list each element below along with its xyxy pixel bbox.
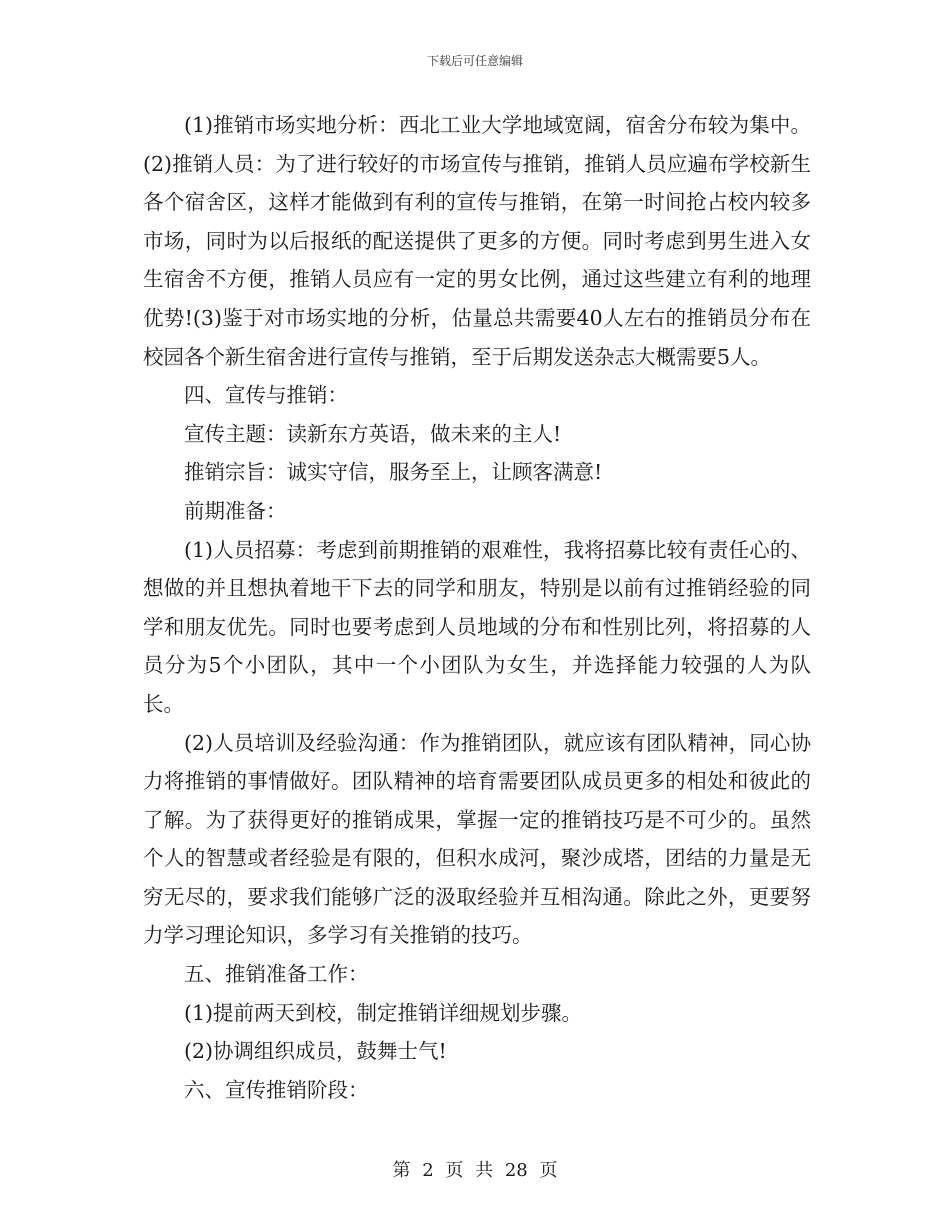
paragraph-promotion-theme: 宣传主题：读新东方英语，做未来的主人! — [184, 421, 562, 446]
section-heading-preparation-work: 五、推销准备工作： — [184, 962, 369, 987]
paragraph-sales-principle: 推销宗旨：诚实守信，服务至上，让顾客满意! — [184, 460, 603, 485]
page-header: 下载后可任意编辑 — [426, 54, 523, 68]
paragraph-arrive-early: (1)提前两天到校，制定推销详细规划步骤。 — [184, 1000, 583, 1025]
paragraph-coordinate-members: (2)协调组织成员，鼓舞士气! — [184, 1039, 447, 1064]
section-heading-promotion-stage: 六、宣传推销阶段： — [184, 1077, 369, 1102]
paragraph-preparation-heading: 前期准备： — [184, 498, 287, 523]
document-body — [143, 106, 811, 1109]
page-footer: 第 2 页 共 28 页 — [392, 1160, 558, 1181]
paragraph-training: (2)人员培训及经验沟通：作为推销团队，就应该有团队精神，同心协力将推销的事情做好。团队精神的培育需要团队成员更多的相处和彼此的了解。为了获得更好的推销成果，掌握一定的推销技巧是不可少的。虽然个人的智慧或者经验是有限的，但积水成河，聚沙成塔，团结的力量是无穷无尽的，要求我们能够广泛的汲取经验并互相沟通。除此之外，更要努力学习理论知识，多学习有关推销的技巧。 — [143, 730, 811, 948]
section-heading-promotion: 四、宣传与推销： — [184, 383, 348, 408]
paragraph-recruitment: (1)人员招募：考虑到前期推销的艰难性，我将招募比较有责任心的、想做的并且想执着地干下去的同学和朋友，特别是以前有过推销经验的同学和朋友优先。同时也要考虑到人员地域的分布和性别比列，将招募的人员分为5个小团队，其中一个小团队为女生，并选择能力较强的人为队长。 — [143, 537, 811, 716]
paragraph-market-analysis: (1)推销市场实地分析：西北工业大学地域宽阔，宿舍分布较为集中。(2)推销人员：为了进行较好的市场宣传与推销，推销人员应遍布学校新生各个宿舍区，这样才能做到有利的宣传与推销，在第一时间抢占校内较多市场，同时为以后报纸的配送提供了更多的方便。同时考虑到男生进入女生宿舍不方便，推销人员应有一定的男女比例，通过这些建立有利的地理优势!(3)鉴于对市场实地的分析，估量总共需要40人左右的推销员分布在校园各个新生宿舍进行宣传与推销，至于后期发送杂志大概需要5人。 — [143, 113, 811, 369]
